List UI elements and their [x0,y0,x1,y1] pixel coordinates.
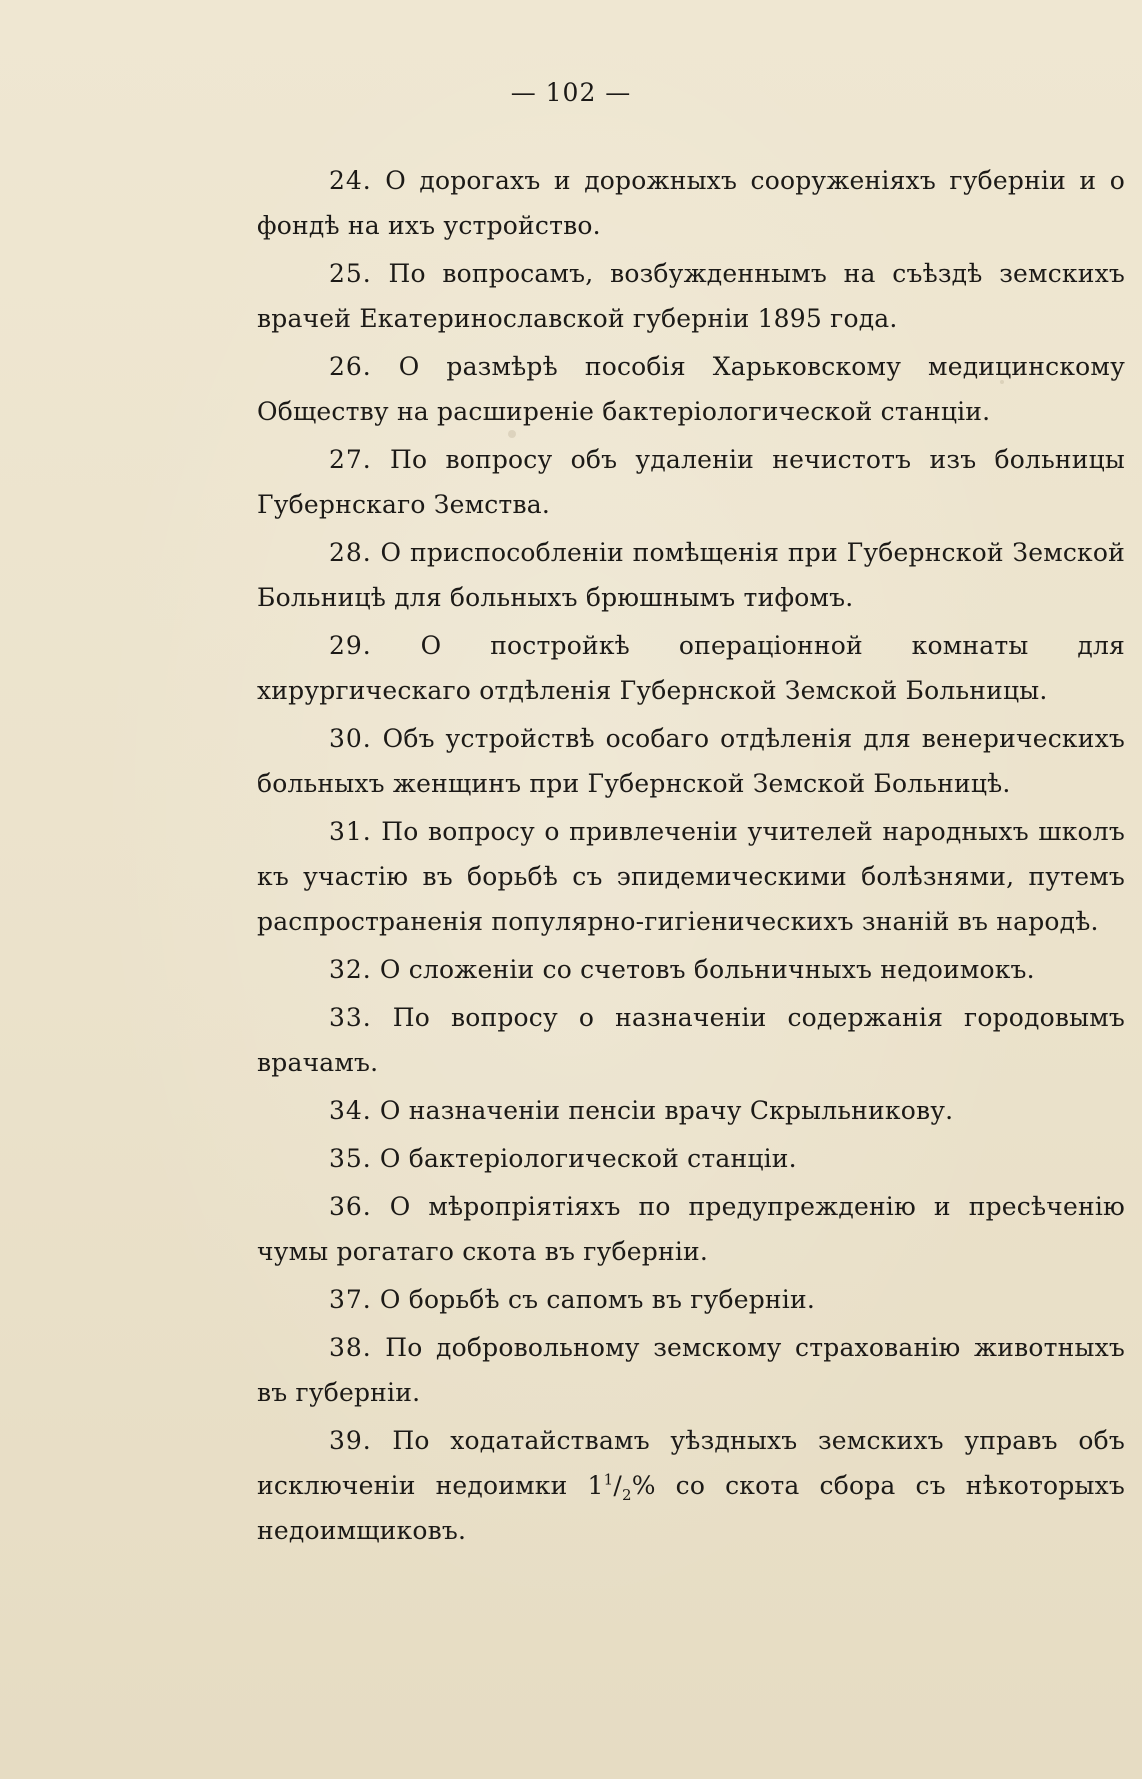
agenda-item [257,158,1125,248]
item-number: 25. [329,259,372,288]
item-text-start: По ходатайствамъ уѣздныхъ земскихъ управъ объ исключенiи недоимки 1 [257,1426,1125,1500]
item-text: О борьбѣ съ сапомъ въ губернiи. [379,1285,815,1314]
item-number: 26. [329,352,372,381]
agenda-item [257,1325,1125,1415]
entry-list [257,158,1125,1556]
agenda-item [257,1088,1125,1133]
item-text: О сложенiи со счетовъ больничныхъ недоимокъ. [379,955,1035,984]
agenda-item [257,1184,1125,1274]
item-text-end: % со скота сбора съ нѣкоторыхъ недоимщиковъ. [257,1471,1125,1545]
agenda-item [257,623,1125,713]
fraction-denominator: 2 [621,1486,632,1504]
item-text: О бактерiологической станцiи. [379,1144,797,1173]
item-text: По вопросу о привлеченiи учителей народныхъ школъ къ участiю въ борьбѣ съ эпидемическими болѣзнями, путемъ распространенiя популярно-гигiеническихъ знанiй въ народѣ. [257,817,1125,936]
item-number: 34. [329,1096,372,1125]
item-text: О мѣропрiятiяхъ по предупрежденiю и пресѣченiю чумы рогатаго скота въ губернiи. [257,1192,1125,1266]
item-number: 33. [329,1003,372,1032]
item-number: 39. [329,1426,372,1455]
agenda-item [257,1136,1125,1181]
agenda-item [257,716,1125,806]
agenda-item [257,344,1125,434]
agenda-item [257,437,1125,527]
item-text: О размѣрѣ пособiя Харьковскому медицинскому Обществу на расширенiе бактерiологической станцiи. [257,352,1125,426]
page-number: — 102 — [510,78,632,107]
item-text: По вопросу объ удаленiи нечистотъ изъ больницы Губернскаго Земства. [257,445,1125,519]
agenda-item [257,947,1125,992]
item-number: 32. [329,955,372,984]
item-number: 29. [329,631,372,660]
item-text: По вопросамъ, возбужденнымъ на съѣздѣ земскихъ врачей Екатеринославской губернiи 1895 года. [257,259,1125,333]
item-text: Объ устройствѣ особаго отдѣленiя для венерическихъ больныхъ женщинъ при Губернской Земской Больницѣ. [257,724,1125,798]
agenda-item [257,530,1125,620]
item-number: 38. [329,1333,372,1362]
item-text: По вопросу о назначенiи содержанiя городовымъ врачамъ. [257,1003,1125,1077]
item-number: 31. [329,817,372,846]
item-text: По добровольному земскому страхованiю животныхъ въ губернiи. [257,1333,1125,1407]
agenda-item [257,809,1125,944]
item-number: 36. [329,1192,372,1221]
item-number: 24. [329,166,372,195]
agenda-item [257,251,1125,341]
agenda-item: 39. По ходатайствамъ уѣздныхъ земскихъ управъ объ исключенiи недоимки $1^1/_2\%$ со скота сбора съ нѣкоторыхъ недоимщиковъ. [257,1426,1125,1545]
item-text: О приспособленiи помѣщенiя при Губернской Земской Больницѣ для больныхъ брюшнымъ тифомъ. [257,538,1125,612]
agenda-item [257,995,1125,1085]
item-text: О постройкѣ операцiонной комнаты для хирургическаго отдѣленiя Губернской Земской Больницы. [257,631,1125,705]
item-number: 35. [329,1144,372,1173]
item-number: 30. [329,724,372,753]
fraction-numerator: 1 [603,1470,614,1489]
item-number: 28. [329,538,372,567]
item-number: 37. [329,1285,372,1314]
item-text: О дорогахъ и дорожныхъ сооруженiяхъ губернiи и о фондѣ на ихъ устройство. [257,166,1125,240]
agenda-item [257,1277,1125,1322]
item-text: О назначенiи пенсiи врачу Скрыльникову. [379,1096,954,1125]
item-number: 27. [329,445,372,474]
